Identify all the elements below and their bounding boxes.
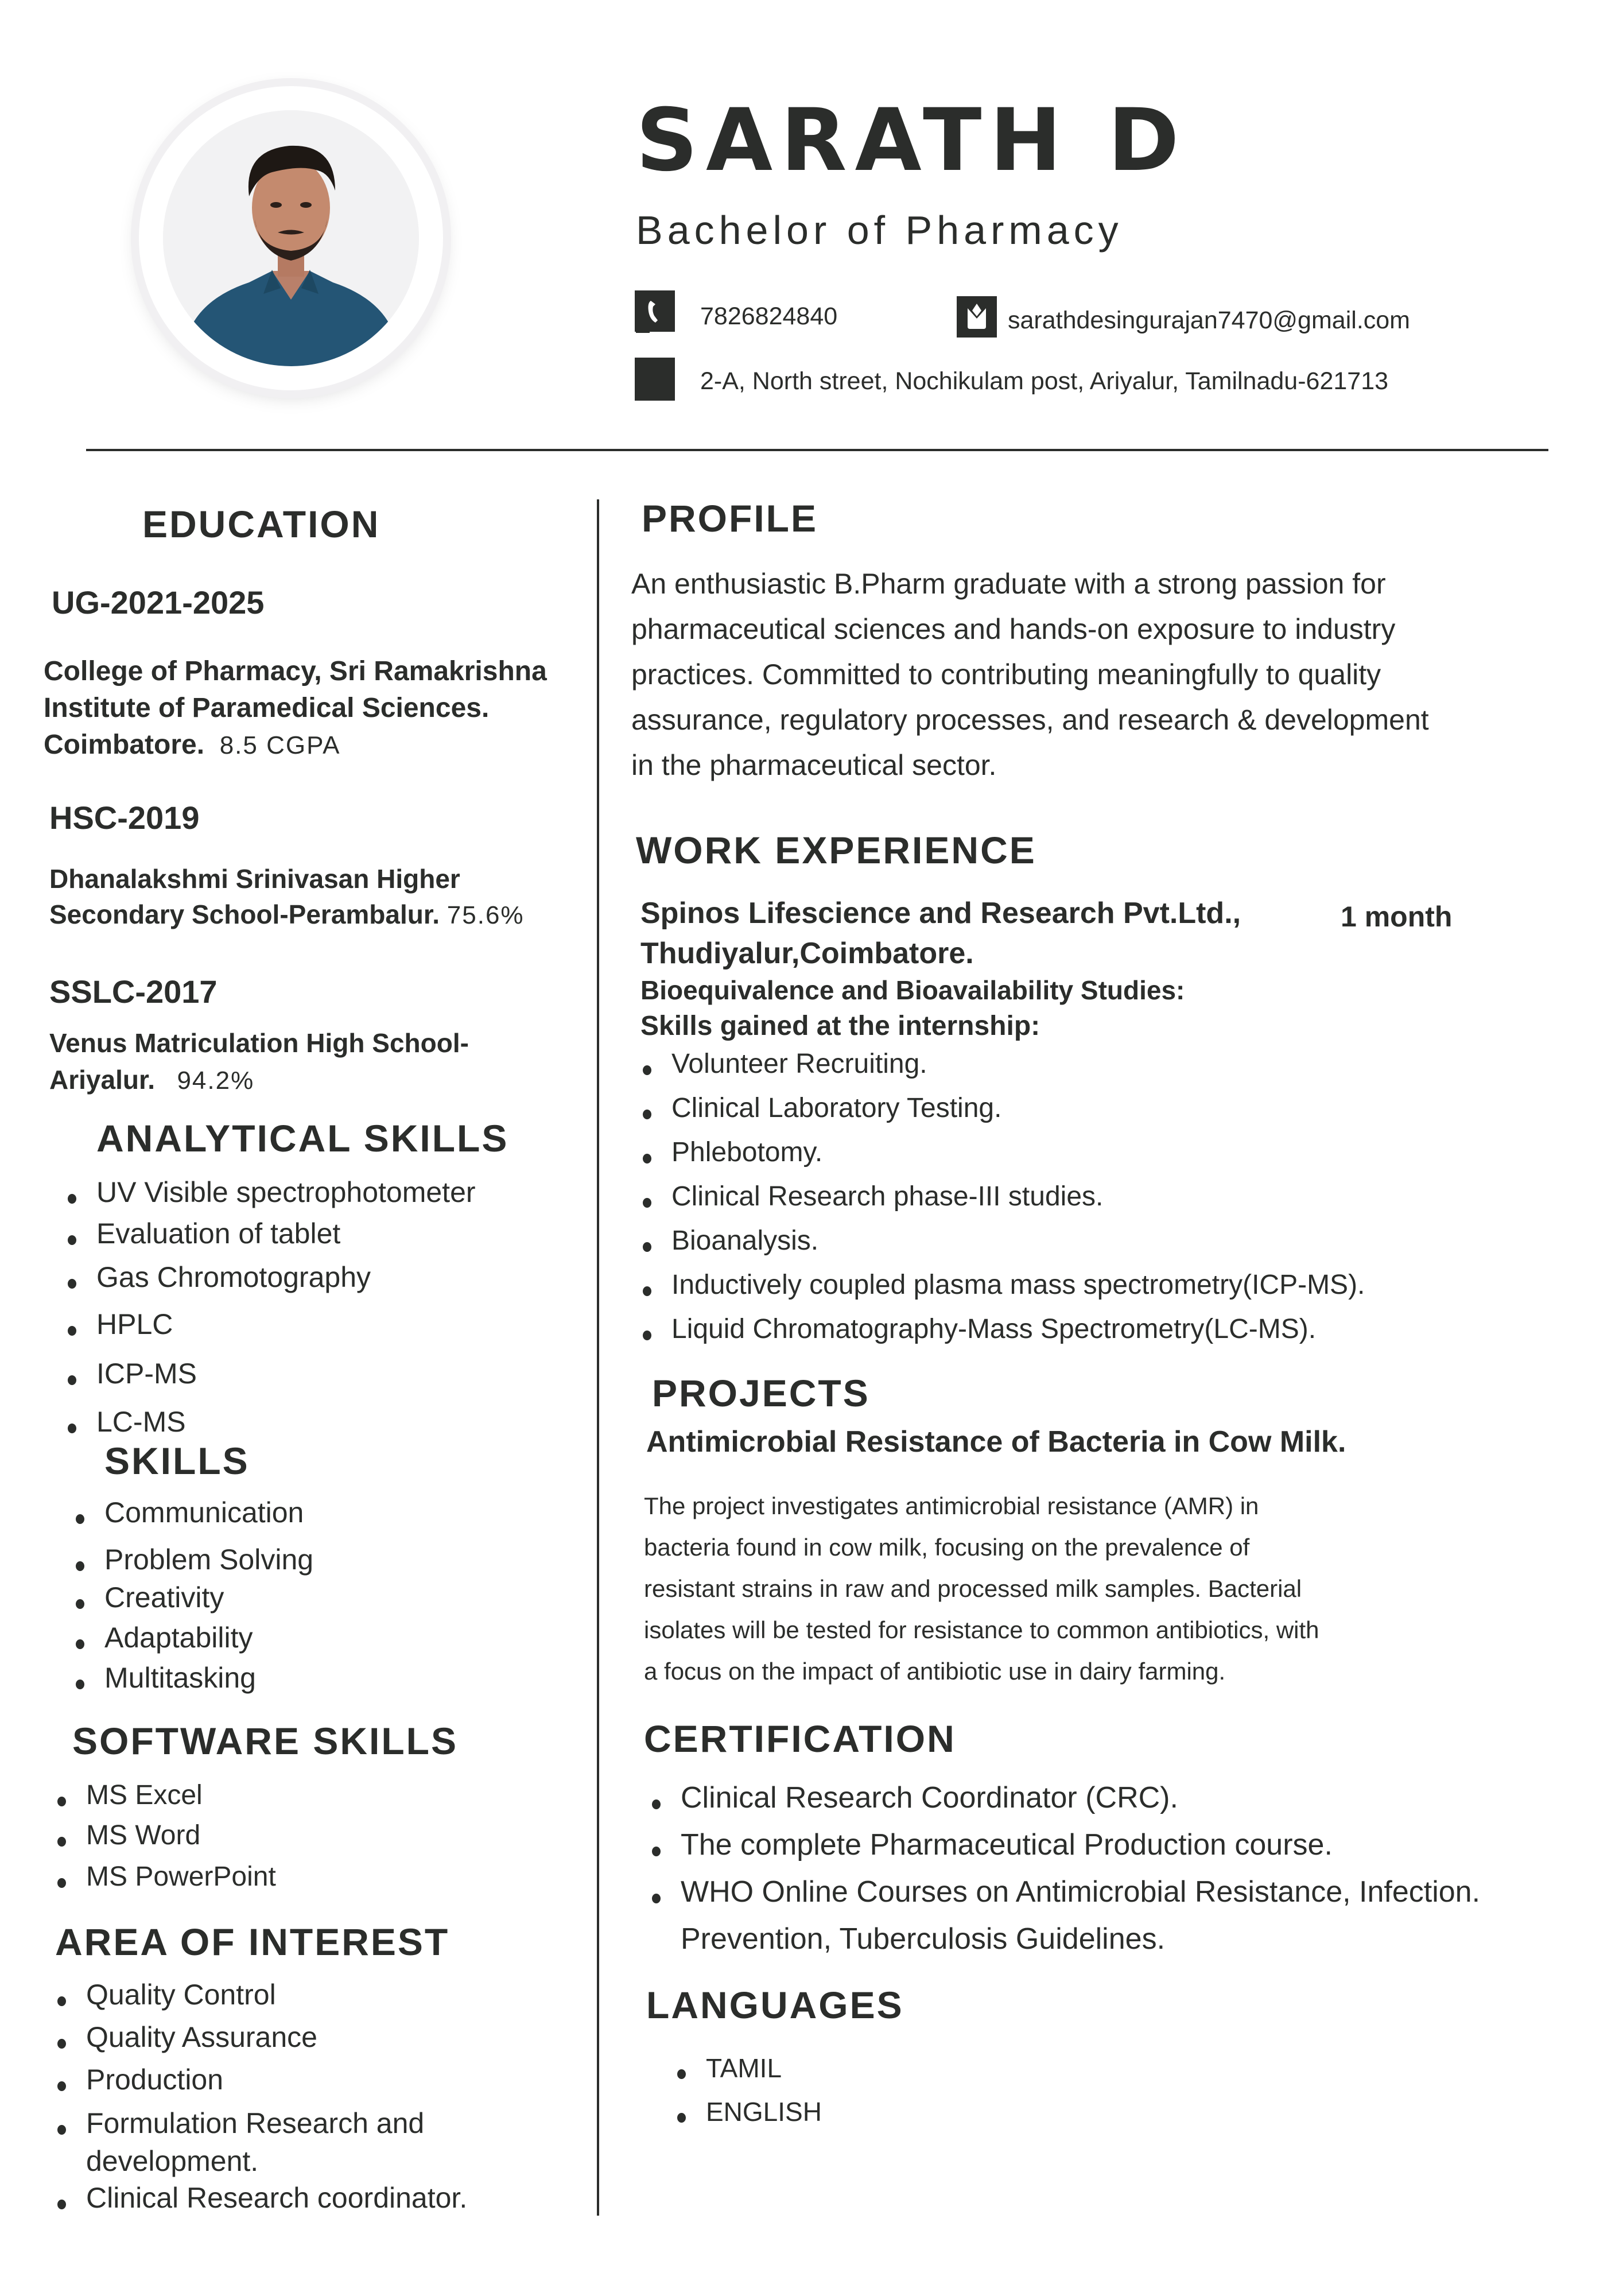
- list-item: Clinical Laboratory Testing.: [639, 1095, 1365, 1122]
- profile-line: practices. Committed to contributing meaningfully to quality: [631, 658, 1381, 691]
- list-item: HPLC: [64, 1310, 476, 1339]
- education-level: UG-2021-2025: [52, 584, 265, 620]
- project-title: Antimicrobial Resistance of Bacteria in Cow Milk.: [646, 1425, 1346, 1459]
- email-address[interactable]: sarathdesingurajan7470@gmail.com: [1008, 307, 1410, 334]
- institution-line: College of Pharmacy, Sri Ramakrishna: [44, 656, 547, 687]
- certification-list: [649, 1783, 1480, 1954]
- work-duration: 1 month: [1341, 901, 1453, 933]
- list-item: Adaptability: [72, 1623, 313, 1652]
- candidate-name: SARATH D: [636, 91, 1187, 191]
- list-item: Multitasking: [72, 1663, 313, 1692]
- avatar: [163, 110, 419, 366]
- list-item: Problem Solving: [72, 1545, 313, 1574]
- education-score: 8.5 CGPA: [219, 731, 341, 759]
- profile-photo-frame: [139, 86, 443, 390]
- list-item: Clinical Research coordinator.: [54, 2183, 467, 2212]
- list-item: LC-MS: [64, 1407, 476, 1436]
- work-experience-heading: WORK EXPERIENCE: [636, 829, 1036, 871]
- skills-list: [72, 1498, 313, 1692]
- list-item: ENGLISH: [674, 2099, 822, 2125]
- institution-line: Dhanalakshmi Srinivasan Higher: [49, 864, 460, 894]
- list-item-continuation: development.: [86, 2145, 259, 2177]
- project-line: bacteria found in cow milk, focusing on the prevalence of: [644, 1534, 1250, 1561]
- list-item: Formulation Research and: [54, 2109, 467, 2138]
- list-item: Communication: [72, 1498, 313, 1527]
- project-line: isolates will be tested for resistance to common antibiotics, with: [644, 1616, 1319, 1643]
- education-heading: EDUCATION: [142, 503, 380, 545]
- list-item: WHO Online Courses on Antimicrobial Resistance, Infection.: [649, 1877, 1480, 1907]
- languages-heading: LANGUAGES: [646, 1984, 904, 2026]
- list-item: TAMIL: [674, 2055, 822, 2081]
- skills-gained-label: Skills gained at the internship:: [640, 1011, 1040, 1041]
- list-item: MS Word: [54, 1822, 276, 1849]
- list-item: Clinical Research phase-III studies.: [639, 1183, 1365, 1211]
- education-score: 75.6%: [446, 901, 525, 929]
- project-description: [644, 1486, 1319, 1692]
- list-item: Inductively coupled plasma mass spectrometry(ICP-MS).: [639, 1271, 1365, 1299]
- skills-heading: SKILLS: [104, 1440, 250, 1482]
- list-item: ICP-MS: [64, 1359, 476, 1388]
- profile-line: An enthusiastic B.Pharm graduate with a strong passion for: [631, 568, 1386, 600]
- phone-icon: [635, 290, 675, 332]
- column-divider: [597, 499, 599, 2216]
- education-entry-sslc: [49, 1025, 469, 1099]
- list-item: Production: [54, 2065, 467, 2094]
- list-item-continuation: Prevention, Tuberculosis Guidelines.: [681, 1922, 1166, 1956]
- education-level: HSC-2019: [49, 800, 200, 836]
- software-skills-heading: SOFTWARE SKILLS: [72, 1720, 458, 1762]
- education-entry-hsc: [49, 861, 525, 933]
- education-entry-ug: [44, 653, 547, 764]
- software-skills-list: [54, 1782, 276, 1891]
- list-item: Volunteer Recruiting.: [639, 1050, 1365, 1078]
- area-of-interest-heading: AREA OF INTEREST: [55, 1921, 450, 1963]
- company-name: [640, 893, 1241, 974]
- list-item: Liquid Chromatography-Mass Spectrometry(LC-MS).: [639, 1316, 1365, 1343]
- institution-line: Venus Matriculation High School-: [49, 1028, 469, 1058]
- person-photo-icon: [163, 110, 419, 366]
- project-line: a focus on the impact of antibiotic use in dairy farming.: [644, 1658, 1226, 1685]
- profile-heading: PROFILE: [642, 497, 818, 540]
- list-item: MS PowerPoint: [54, 1863, 276, 1891]
- internship-skills-list: [639, 1050, 1365, 1343]
- email-icon: [957, 296, 997, 338]
- location-icon: [635, 358, 675, 401]
- languages-list: [674, 2055, 822, 2125]
- list-item: Evaluation of tablet: [64, 1219, 476, 1248]
- list-item: MS Excel: [54, 1782, 276, 1809]
- list-item: Bioanalysis.: [639, 1227, 1365, 1255]
- list-item: Quality Assurance: [54, 2023, 467, 2051]
- project-line: resistant strains in raw and processed milk samples. Bacterial: [644, 1575, 1302, 1602]
- header-divider: [86, 449, 1548, 451]
- analytical-skills-list: [64, 1178, 476, 1436]
- profile-line: in the pharmaceutical sector.: [631, 749, 997, 781]
- list-item: Gas Chromotography: [64, 1263, 476, 1292]
- company-line: Spinos Lifescience and Research Pvt.Ltd.,: [640, 897, 1241, 930]
- list-item: Phlebotomy.: [639, 1139, 1365, 1166]
- certification-heading: CERTIFICATION: [644, 1717, 956, 1760]
- analytical-skills-heading: ANALYTICAL SKILLS: [96, 1117, 509, 1159]
- list-item: UV Visible spectrophotometer: [64, 1178, 476, 1207]
- list-item: The complete Pharmaceutical Production course.: [649, 1830, 1480, 1860]
- company-location: Thudiyalur,Coimbatore.: [640, 937, 974, 970]
- area-of-interest-list: [54, 1980, 467, 2212]
- institution-line: Coimbatore.: [44, 730, 205, 760]
- institution-line: Ariyalur.: [49, 1065, 156, 1095]
- institution-line: Institute of Paramedical Sciences.: [44, 693, 490, 723]
- list-item: Creativity: [72, 1583, 313, 1612]
- list-item: Clinical Research Coordinator (CRC).: [649, 1783, 1480, 1813]
- projects-heading: PROJECTS: [652, 1372, 870, 1414]
- home-address: 2-A, North street, Nochikulam post, Ariyalur, Tamilnadu-621713: [700, 367, 1389, 395]
- education-level: SSLC-2017: [49, 974, 218, 1010]
- phone-number[interactable]: 7826824840: [700, 302, 838, 330]
- candidate-title: Bachelor of Pharmacy: [636, 208, 1123, 253]
- project-line: The project investigates antimicrobial resistance (AMR) in: [644, 1492, 1259, 1519]
- study-type: Bioequivalence and Bioavailability Studies:: [640, 975, 1185, 1005]
- list-item: Quality Control: [54, 1980, 467, 2009]
- profile-line: pharmaceutical sciences and hands-on exposure to industry: [631, 613, 1396, 645]
- profile-line: assurance, regulatory processes, and research & development: [631, 704, 1429, 736]
- institution-line: Secondary School-Perambalur.: [49, 899, 440, 929]
- education-score: 94.2%: [177, 1066, 255, 1095]
- profile-summary: [631, 561, 1429, 788]
